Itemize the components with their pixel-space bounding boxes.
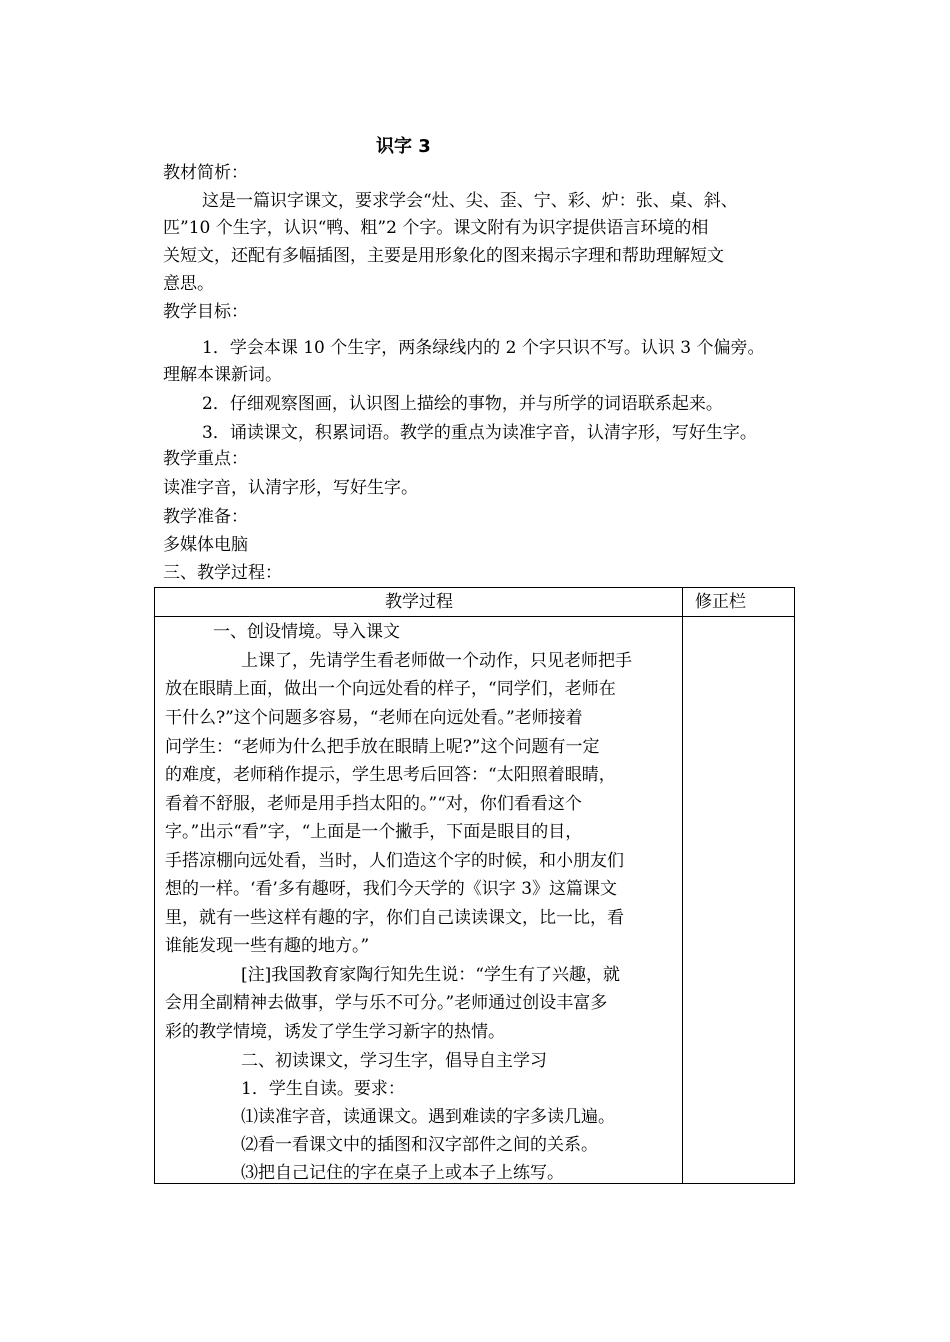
analysis-heading: 教材简析： (163, 163, 248, 183)
analysis-paragraph-line: 匹”10 个生字，认识“鸭、粗”2 个字。课文附有为识字提供语言环境的相 (163, 218, 709, 238)
table-header-revision: 修正栏 (695, 592, 746, 612)
table-row: 二、初读课文，学习生字，倡导自主学习 (241, 1051, 547, 1071)
analysis-paragraph-line: 关短文，还配有多幅插图，主要是用形象化的图来揭示字理和帮助理解短文 (163, 246, 724, 266)
goal-line: 1．学会本课 10 个生字，两条绿线内的 2 个字只识不写。认识 3 个偏旁。 (202, 338, 765, 358)
table-row: 彩的教学情境，诱发了学生学习新字的热情。 (165, 1022, 505, 1042)
analysis-paragraph-line: 意思。 (163, 274, 214, 294)
analysis-paragraph-line: 这是一篇识字课文，要求学会“灶、尖、歪、宁、彩、炉：张、桌、斜、 (202, 191, 738, 211)
prep-text: 多媒体电脑 (163, 535, 248, 555)
table-column-divider (682, 588, 683, 1183)
table-row: ⑵看一看课文中的插图和汉字部件之间的关系。 (241, 1135, 598, 1155)
table-header-divider (155, 616, 794, 617)
table-row: 1．学生自读。要求： (241, 1079, 405, 1099)
goal-line: 理解本课新词。 (163, 365, 282, 385)
table-row: 干什么?”这个问题多容易，“老师在向远处看。”老师接着 (165, 708, 583, 728)
goal-line: 2．仔细观察图画，认识图上描绘的事物，并与所学的词语联系起来。 (202, 394, 723, 414)
table-row: 手搭凉棚向远处看，当时，人们造这个字的时候，和小朋友们 (165, 851, 624, 871)
focus-heading: 教学重点： (163, 449, 248, 469)
prep-heading: 教学准备： (163, 507, 248, 527)
goal-line: 3．诵读课文，积累词语。教学的重点为读准字音，认清字形，写好生字。 (202, 423, 757, 443)
table-row: 问学生：“老师为什么把手放在眼睛上呢?”这个问题有一定 (165, 737, 600, 757)
table-row: 想的一样。‘看’多有趣呀，我们今天学的《识字 3》这篇课文 (165, 879, 618, 899)
table-row: 里，就有一些这样有趣的字，你们自己读读课文，比一比，看 (165, 908, 624, 928)
table-row: [注]我国教育家陶行知先生说：“学生有了兴趣，就 (241, 965, 620, 985)
table-row: ⑶把自己记住的字在桌子上或本子上练写。 (241, 1163, 564, 1183)
table-row: 谁能发现一些有趣的地方。” (165, 936, 370, 956)
process-heading: 三、教学过程： (163, 563, 282, 583)
goals-heading: 教学目标： (163, 302, 248, 322)
focus-text: 读准字音，认清字形，写好生字。 (163, 478, 418, 498)
table-header-process: 教学过程 (385, 592, 453, 612)
table-row: 一、创设情境。导入课文 (213, 622, 400, 642)
table-row: 会用全副精神去做事，学与乐不可分。”老师通过创设丰富多 (165, 993, 608, 1013)
table-row: 看着不舒服，老师是用手挡太阳的。”“对，你们看看这个 (165, 794, 582, 814)
table-row: 上课了，先请学生看老师做一个动作，只见老师把手 (241, 651, 632, 671)
table-row: 字。”出示“看”字，“上面是一个撇手，下面是眼目的目， (165, 822, 583, 842)
table-row: ⑴读准字音，读通课文。遇到难读的字多读几遍。 (241, 1107, 615, 1127)
table-row: 的难度，老师稍作提示，学生思考后回答：“太阳照着眼睛， (165, 765, 616, 785)
page-title: 识字 3 (376, 136, 431, 157)
teaching-process-table (154, 587, 795, 1184)
table-row: 放在眼睛上面，做出一个向远处看的样子，“同学们，老师在 (165, 679, 616, 699)
